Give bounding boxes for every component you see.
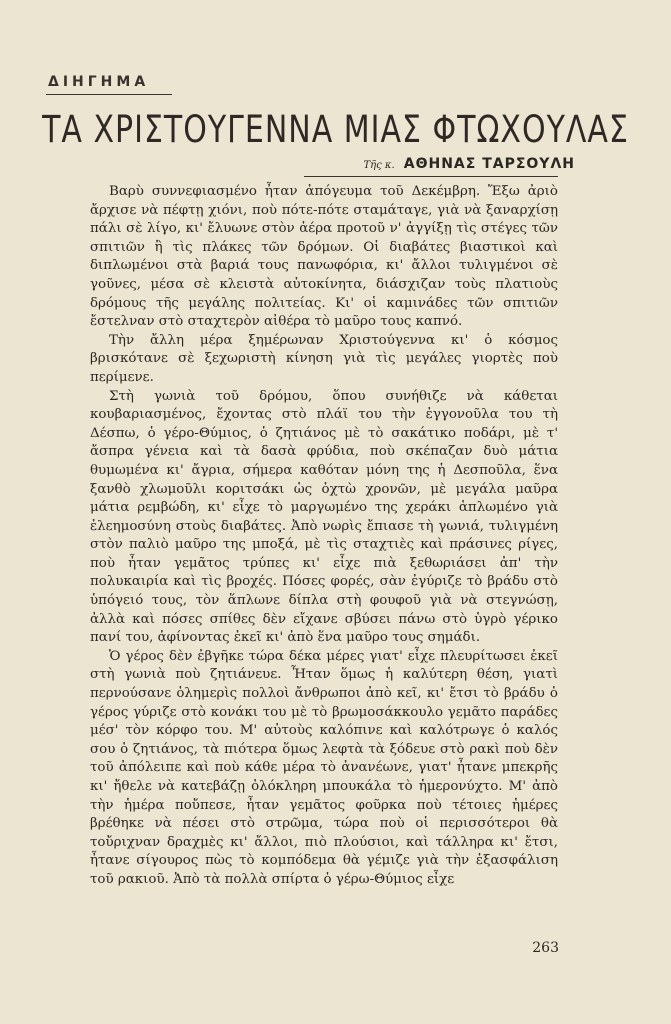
story-title: ΤΑ ΧΡΙΣΤΟΥΓΕΝΝΑ ΜΙΑΣ ΦΤΩΧΟΥΛΑΣ [42,108,629,152]
story-body [90,183,558,890]
author-byline [363,153,575,172]
author-underline [304,176,558,177]
section-underline [46,94,172,95]
paragraph: Βαρὺ συννεφιασμένο ἦταν ἀπόγευμα τοῦ Δεκέμβρη. Ἔξω ἀριὸ ἄρχισε νὰ πέφτῃ χιόνι, ποὺ πότε-πότε σταμάταγε, γιὰ νὰ ξαναρχίσῃ πάλι σὲ λίγο, κι' ἔλυωνε στὸν ἀέρα προτοῦ ν' ἀγγίξῃ τὶς στέγες τῶν σπιτιῶν ἢ τὶς πλάκες τῶν δρόμων. Οἱ διαβάτες βιαστικοὶ καὶ διπλωμένοι στὰ βαριά τους πανωφόρια, κι' ἄλλοι τυλιγμένοι σὲ γοῦνες, μέσα σὲ κλειστὰ αὐτοκίνητα, διάσχιζαν τοὺς πλατιοὺς δρόμους τῆς μεγάλης πολιτείας. Κι' οἱ καμινάδες τῶν σπιτιῶν ἔστελναν στὸ σταχτερὸν αἰθέρα τὸ μαῦρο τους καπνό. [90,184,558,330]
section-label: ΔΙΗΓΗΜΑ [48,74,150,90]
author-prefix: Τῆς κ. [363,160,395,171]
author-name: ΑΘΗΝΑΣ ΤΑΡΣΟΥΛΗ [403,156,575,172]
page-number: 263 [532,940,559,956]
paragraph: Ὁ γέρος δὲν ἐβγῆκε τώρα δέκα μέρες γιατ' εἶχε πλευρίτωσει ἐκεῖ στὴ γωνιὰ ποὺ ζητιάνευε. Ἦταν ὅμως ἡ καλύτερη θέση, γιατὶ περνούσανε ὁλημερὶς πολλοὶ ἄνθρωποι ἀπὸ κεῖ, κι' ἔτσι τὸ βράδυ ὁ γέρος γύριζε στὸ κονάκι του μὲ τὸ βρωμοσάκκουλο γεμᾶτο παράδες μέσ' τὸν κόρφο του. Μ' αὐτοὺς καλόπινε καὶ καλότρωγε ὁ καλός σου ὁ ζητιάνος, τὰ πιότερα ὅμως λεφτὰ τὰ ξόδευε στὸ ρακὶ ποὺ δὲν τοῦ ἀπόλειπε καὶ ποὺ κάθε μέρα τὸ ἀνανέωνε, γιατ' ἦτανε μπεκρῆς κι' ἤθελε νὰ κατεβάζῃ ὁλόκληρη μπουκάλα τὸ ἡμερονύχτο. Μ' ἀπὸ τὴν ἡμέρα ποὔπεσε, ἦταν γεμᾶτος φοῦρκα ποὺ τέτοιες ἡμέρες βρέθηκε νὰ πέσει στὸ στρῶμα, τώρα ποὺ οἱ περισσότεροι θὰ τοὔριχναν δραχμὲς κι' ἄλλοι, πιὸ πλούσιοι, καὶ τάλληρα κι' ἔτσι, ἦτανε σίγουρος πὼς τὸ κομπόδεμα θὰ γέμιζε γιὰ τὴν ἐξασφάλιση τοῦ ρακιοῦ. Ἀπὸ τὰ πολλὰ σπίρτα ὁ γέρω-Θύμιος εἶχε [90,648,558,887]
paragraph: Στὴ γωνιὰ τοῦ δρόμου, ὅπου συνήθιζε νὰ κάθεται κουβαριασμένος, ἔχοντας στὸ πλάϊ του τὴν ἐγγονοῦλα του τὴ Δέσπω, ὁ γέρο-Θύμιος, ὁ ζητιάνος μὲ τὸ σακάτικο ποδάρι, μὲ τ' ἄσπρα γένεια καὶ τὰ δασὰ φρύδια, ποὺ σκέπαζαν δυὸ μάτια θυμωμένα κι' ἄγρια, σήμερα καθόταν μόνη της ἡ Δεσποῦλα, ἕνα ξανθὸ χλωμοῦλι κοριτσάκι ὡς ὀχτὼ χρονῶν, μὲ μεγάλα μαῦρα μάτια ρεμβώδη, κι' εἶχε τὸ μαργωμένο της χεράκι ἁπλωμένο γιὰ ἐλεημοσύνη στοὺς διαβάτες. Ἀπὸ νωρὶς ἔπιασε τὴ γωνιά, τυλιγμένη στὸν παλιὸ μαῦρο της μποξά, μὲ τὶς σταχτιὲς καὶ πράσινες ρίγες, ποὺ ἦταν γεμᾶτος τρύπες κι' εἶχε πιὰ ξεθωριάσει ἀπ' τὴν πολυκαιρία καὶ τὶς βροχές. Πόσες φορές, σὰν ἐγύριζε τὸ βράδυ στὸ ὑπόγειό τους, τὸν ἅπλωνε δίπλα στὴ φουφοῦ γιὰ νὰ στεγνώσῃ, ἀλλὰ καὶ πόσες σπίθες δὲν εἴχανε σβύσει πάνω στὸ ὑγρὸ γέρικο πανί του, ἀφίνοντας ἐκεῖ κι' ἀπὸ ἕνα μαῦρο τους σημάδι. [90,388,558,646]
paragraph: Τὴν ἄλλη μέρα ξημέρωναν Χριστούγεννα κι' ὁ κόσμος βρισκότανε σὲ ξεχωριστὴ κίνηση γιὰ τὶς μεγάλες γιορτὲς ποὺ περίμενε. [90,332,558,385]
